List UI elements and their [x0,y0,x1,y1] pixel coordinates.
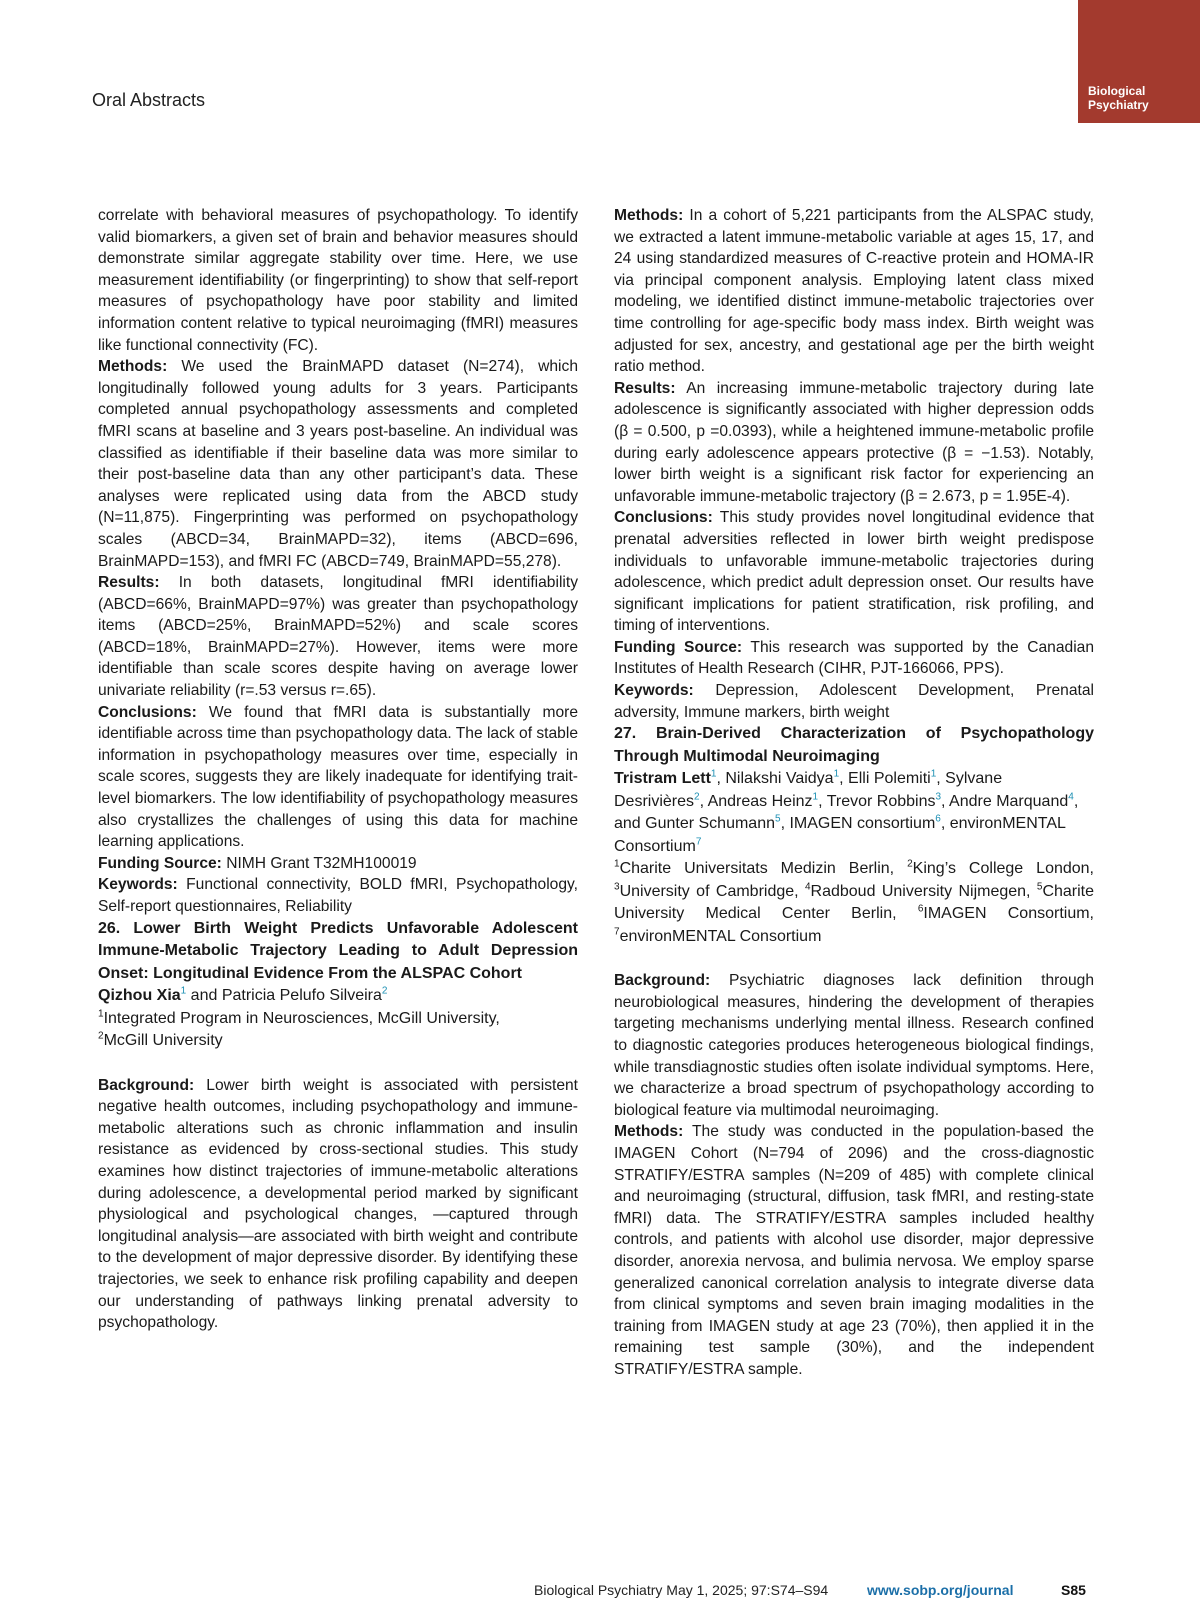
results-text: In both datasets, longitudinal fMRI identifiability (ABCD=66%, BrainMAPD=97%) was greater than psychopathology items (ABCD=25%, BrainMAPD=52%) and scale scores (ABCD=18%, BrainMAPD=27%). However, items were more identifiable than scale scores despite having on average lower univariate reliability (r=.53 versus r=.65). [98,574,578,700]
author-name: Qizhou Xia [98,987,181,1005]
affil-text: Charite Universitats Medizin Berlin, [619,860,908,878]
affil-text: University of Cambridge, [619,882,805,900]
author-name: , and Gunter Schumann [614,792,1079,833]
author-sup: 2 [694,791,700,803]
intro-paragraph: correlate with behavioral measures of psychopathology. To identify valid biomarkers, a given set of brain and behavior measures should demonstrate similar aggregate stability over time. Here, we use measurement identifiability (or fingerprinting) to show that self-report measures of psychopathology have poor stability and limited information content relative to typical neuroimaging (fMRI) measures like functional connectivity (FC). [98,207,578,354]
background-paragraph [614,970,1094,1121]
journal-link[interactable]: www.sobp.org/journal [867,1582,1014,1598]
affil-sup: 4 [804,881,811,893]
methods-text: The study was conducted in the population-based the IMAGEN Cohort (N=794 of 2096) and the cross-diagnostic STRATIFY/ESTRA samples (N=209 of 485) with complete clinical and neuroimaging (structural, diffusion, task fMRI, and resting-state fMRI) data. The STRATIFY/ESTRA samples included healthy controls, and patients with alcohol use disorder, major depressive disorder, anorexia nervosa, and bulimia nervosa. We employ sparse generalized canonical correlation analysis to integrate diverse data from clinical symptoms and seven brain imaging modalities in the training from IMAGEN study at age 23 (70%), then applied it in the remaining test sample (30%), and the independent STRATIFY/ESTRA sample. [614,1123,1094,1378]
author-sup: 5 [775,813,781,825]
conclusions-text: This study provides novel longitudinal evidence that prenatal adversities reflected in lower birth weight predispose individuals to unfavorable immune-metabolic trajectories during adolescence, which predict adult depression onset. Our results have significant implications for patient stratification, risk profiling, and timing of interventions. [614,509,1094,635]
methods-label: Methods: [614,1123,684,1141]
affil-sup: 1 [98,1008,104,1020]
page-footer [0,1582,1200,1602]
abstract-26-affiliations [98,1008,578,1053]
author-sup: 1 [833,768,840,780]
methods-text: We used the BrainMAPD dataset (N=274), which longitudinally followed young adults for 3 years. Participants completed annual psychopathology assessments and completed fMRI scans at baseline and 3 years post-baseline. An individual was classified as identifiable if their baseline data was more similar to their post-baseline data than any other participant’s data. These analyses were replicated using data from the ABCD study (N=11,875). Fingerprinting was performed on psychopathology scales (ABCD=34, BrainMAPD=32), items (ABCD=696, BrainMAPD=153), and fMRI FC (ABCD=749, BrainMAPD=55,278). [98,358,578,570]
affil-text: Radboud University Nijmegen, [810,882,1037,900]
affil-sup: 6 [917,903,924,915]
abstract-26-authors [98,985,578,1008]
methods-label: Methods: [98,358,168,376]
author-name: , Sylvane Desrivières [614,770,1003,810]
results-label: Results: [98,574,160,592]
keywords-label: Keywords: [98,876,178,894]
author-sup: 2 [381,985,388,997]
methods-paragraph [614,205,1094,378]
conclusions-paragraph [614,507,1094,637]
page-number: S85 [1061,1582,1086,1598]
affil-text: Charite University Medical Center Berlin, [614,882,1095,923]
funding-label: Funding Source: [98,854,222,872]
left-column [98,205,578,1334]
author-name: , IMAGEN consortium [780,815,936,833]
author-name: , Trevor Robbins [818,792,936,810]
author-sup: 1 [710,768,717,780]
funding-text: NIMH Grant T32MH100019 [221,854,417,872]
author-name: , Nilakshi Vaidya [716,770,834,788]
funding-text: This research was supported by the Canadian Institutes of Health Research (CIHR, PJT-166066, PPS). [614,638,1095,678]
conclusions-label: Conclusions: [614,509,713,527]
background-label: Background: [614,972,711,990]
keywords-label: Keywords: [614,682,694,700]
journal-logo [1078,0,1200,123]
background-label: Background: [98,1076,195,1094]
author-name: , Elli Polemiti [839,770,931,788]
keywords-text: Functional connectivity, BOLD fMRI, Psychopathology, Self-report questionnaires, Reliability [98,876,578,915]
conclusions-text: We found that fMRI data is substantially more identifiable across time than psychopathology data. The lack of stable information in psychopathology measures over time, especially in scale scores, suggests they are likely inadequate for identifying trait-level biomarkers. The low identifiability of psychopathology measures also crystallizes the challenges of using this data for machine learning applications. [98,703,578,851]
affil-sup: 2 [907,858,913,870]
abstract-27-authors [614,768,1094,858]
author-sup: 4 [1068,791,1074,803]
funding-paragraph [98,853,578,875]
background-text: Psychiatric diagnoses lack definition through neurobiological measures, hindering the development of therapies targeting mechanisms underlying mental illness. Research confined to diagnostic categories produces heterogeneous biological findings, while transdiagnostic studies often isolate individual symptoms. Here, we characterize a broad spectrum of psychopathology according to biological feature via multimodal neuroimaging. [614,972,1094,1119]
affil-text: King’s College London, [912,860,1095,878]
affil-sup: 7 [614,926,620,938]
keywords-paragraph [614,680,1094,723]
keywords-paragraph [98,874,578,917]
journal-logo-line1: Biological [1088,84,1146,98]
author-name: , Andre Marquand [941,792,1069,810]
funding-label: Funding Source: [614,638,743,656]
results-text: An increasing immune-metabolic trajectory during late adolescence is significantly associated with higher depression odds (β = 0.500, p =0.0393), while a heightened immune-metabolic profile during early adolescence appears protective (β = −1.53). Notably, lower birth weight is a significant risk factor for experiencing an unfavorable immune-metabolic trajectory (β = 2.673, p = 1.95E-4). [614,379,1094,505]
abstract-26-title: 26. Lower Birth Weight Predicts Unfavorable Adolescent Immune-Metabolic Trajectory Leading to Adult Depression Onset: Longitudinal Evidence From the ALSPAC Cohort [98,919,578,982]
abstract-27-title: 27. Brain-Derived Characterization of Psychopathology Through Multimodal Neuroimaging [614,725,1094,765]
author-sup: 3 [935,791,942,803]
author-name: and Patricia Pelufo Silveira [186,987,382,1005]
affil-text: environMENTAL Consortium [619,927,822,945]
journal-logo-line2: Psychiatry [1088,98,1149,112]
author-name: , environMENTAL Consortium [614,815,1066,855]
right-column [614,205,1094,1381]
methods-label: Methods: [614,207,684,224]
methods-text: In a cohort of 5,221 participants from the ALSPAC study, we extracted a latent immune-metabolic variable at ages 15, 17, and 24 using standardized measures of C-reactive protein and HOMA-IR via principal component analysis. Employing latent class mixed modeling, we identified distinct immune-metabolic trajectories over time controlling for age-specific body mass index. Birth weight was adjusted for sex, ancestry, and gestational age per the birth weight ratio method. [614,207,1094,376]
affil-text: McGill University [103,1032,223,1050]
author-sup: 1 [812,791,819,803]
running-header: Oral Abstracts [92,90,206,110]
methods-paragraph [98,356,578,572]
abstract-27-affiliations [614,858,1094,948]
affil-sup: 3 [614,881,620,893]
author-sup: 7 [695,836,702,848]
affil-sup: 5 [1036,881,1043,893]
author-name: Tristram Lett [614,770,711,788]
author-sup: 1 [180,985,187,997]
conclusions-label: Conclusions: [98,703,197,721]
affil-sup: 1 [614,858,620,870]
results-paragraph [98,572,578,702]
conclusions-paragraph [98,702,578,853]
methods-paragraph [614,1121,1094,1380]
affil-text: Integrated Program in Neurosciences, McGill University, [103,1009,500,1027]
funding-paragraph [614,637,1094,680]
results-label: Results: [614,379,676,397]
author-name: , Andreas Heinz [699,792,813,810]
background-paragraph [98,1075,578,1334]
affil-text: IMAGEN Consortium, [923,905,1095,923]
background-text: Lower birth weight is associated with persistent negative health outcomes, including psychopathology and immune-metabolic alterations such as chronic inflammation and insulin resistance as evidenced by cross-sectional studies. This study examines how distinct trajectories of immune-metabolic alterations during adolescence, a developmental period marked by significant physiological and psychological changes, —captured through longitudinal analysis—are associated with birth weight and contribute to the development of major depressive disorder. By identifying these trajectories, we seek to enhance risk profiling capability and deepen our understanding of pathways linking prenatal adversity to psychopathology. [98,1076,578,1332]
footer-citation: Biological Psychiatry May 1, 2025; 97:S74–S94 [534,1582,829,1598]
results-paragraph [614,378,1094,508]
author-sup: 1 [930,768,937,780]
keywords-text: Depression, Adolescent Development, Prenatal adversity, Immune markers, birth weight [614,682,1094,721]
affil-sup: 2 [98,1030,104,1042]
author-sup: 6 [935,813,941,825]
